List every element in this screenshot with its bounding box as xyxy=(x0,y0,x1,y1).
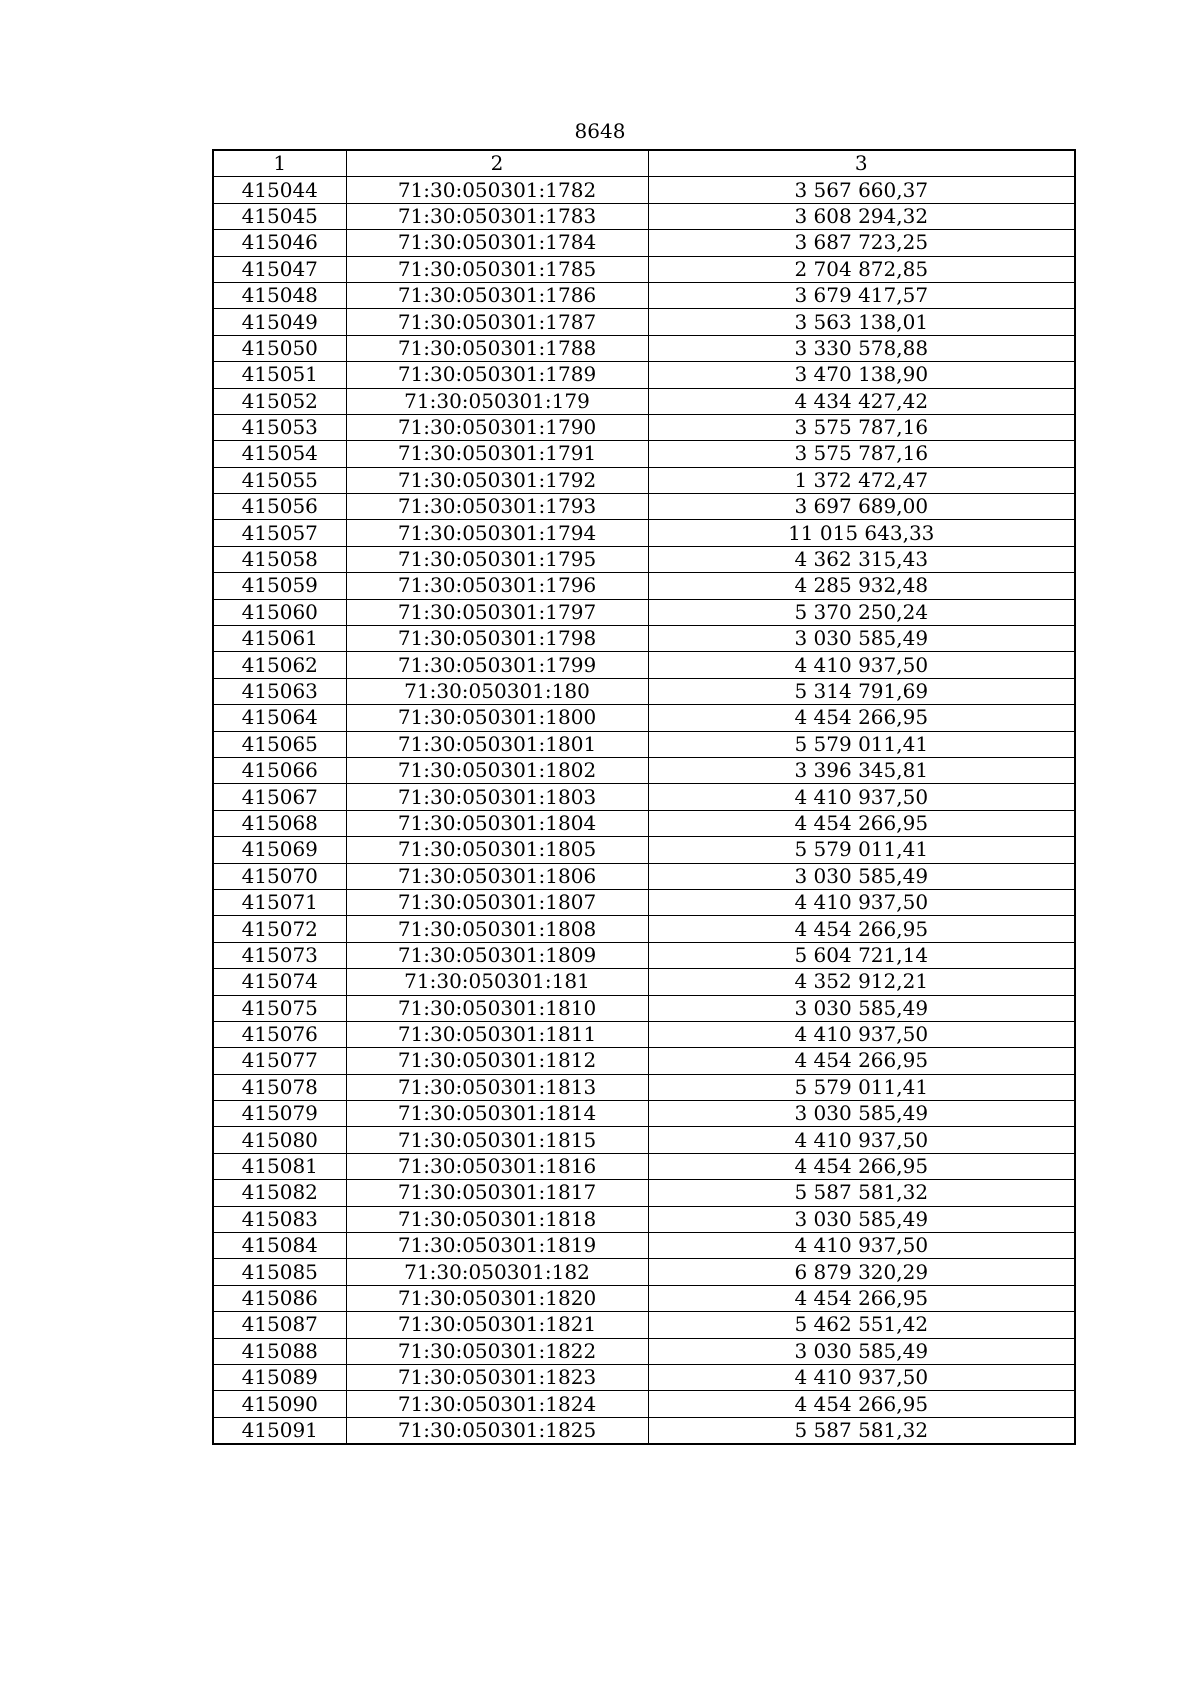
table-row xyxy=(213,1180,1075,1206)
row-number-cell: 415044 xyxy=(213,177,346,203)
table-row xyxy=(213,1048,1075,1074)
row-number-cell: 415079 xyxy=(213,1101,346,1127)
cadastral-number-cell: 71:30:050301:1823 xyxy=(346,1364,648,1390)
cadastral-number-cell: 71:30:050301:1812 xyxy=(346,1048,648,1074)
row-number-cell: 415083 xyxy=(213,1206,346,1232)
value-cell: 4 454 266,95 xyxy=(648,916,1075,942)
cadastral-number-cell: 71:30:050301:182 xyxy=(346,1259,648,1285)
value-cell: 5 579 011,41 xyxy=(648,731,1075,757)
value-cell: 3 567 660,37 xyxy=(648,177,1075,203)
value-cell: 5 462 551,42 xyxy=(648,1312,1075,1338)
value-cell: 5 587 581,32 xyxy=(648,1417,1075,1444)
cadastral-number-cell: 71:30:050301:1825 xyxy=(346,1417,648,1444)
table-row xyxy=(213,969,1075,995)
row-number-cell: 415069 xyxy=(213,837,346,863)
table-header-row xyxy=(213,150,1075,177)
table-row xyxy=(213,546,1075,572)
cadastral-number-cell: 71:30:050301:1798 xyxy=(346,626,648,652)
cadastral-number-cell: 71:30:050301:1804 xyxy=(346,810,648,836)
table-row xyxy=(213,1312,1075,1338)
row-number-cell: 415058 xyxy=(213,546,346,572)
value-cell: 5 370 250,24 xyxy=(648,599,1075,625)
table-row xyxy=(213,1417,1075,1444)
row-number-cell: 415050 xyxy=(213,335,346,361)
table-row xyxy=(213,757,1075,783)
cadastral-number-cell: 71:30:050301:1787 xyxy=(346,309,648,335)
value-cell: 3 575 787,16 xyxy=(648,441,1075,467)
cadastral-number-cell: 71:30:050301:1800 xyxy=(346,705,648,731)
cadastral-number-cell: 71:30:050301:179 xyxy=(346,388,648,414)
value-cell: 3 030 585,49 xyxy=(648,995,1075,1021)
table-row xyxy=(213,652,1075,678)
cadastral-number-cell: 71:30:050301:1808 xyxy=(346,916,648,942)
row-number-cell: 415045 xyxy=(213,203,346,229)
cadastral-number-cell: 71:30:050301:1794 xyxy=(346,520,648,546)
value-cell: 4 410 937,50 xyxy=(648,1364,1075,1390)
row-number-cell: 415051 xyxy=(213,362,346,388)
row-number-cell: 415089 xyxy=(213,1364,346,1390)
cadastral-number-cell: 71:30:050301:1801 xyxy=(346,731,648,757)
row-number-cell: 415080 xyxy=(213,1127,346,1153)
row-number-cell: 415076 xyxy=(213,1021,346,1047)
row-number-cell: 415055 xyxy=(213,467,346,493)
row-number-cell: 415072 xyxy=(213,916,346,942)
value-cell: 5 604 721,14 xyxy=(648,942,1075,968)
table-row xyxy=(213,520,1075,546)
table-row xyxy=(213,995,1075,1021)
row-number-cell: 415085 xyxy=(213,1259,346,1285)
row-number-cell: 415081 xyxy=(213,1153,346,1179)
row-number-cell: 415060 xyxy=(213,599,346,625)
row-number-cell: 415048 xyxy=(213,282,346,308)
row-number-cell: 415082 xyxy=(213,1180,346,1206)
row-number-cell: 415059 xyxy=(213,573,346,599)
column-header-1: 1 xyxy=(213,150,346,177)
row-number-cell: 415063 xyxy=(213,678,346,704)
table-row xyxy=(213,1153,1075,1179)
value-cell: 4 454 266,95 xyxy=(648,705,1075,731)
cadastral-number-cell: 71:30:050301:1821 xyxy=(346,1312,648,1338)
row-number-cell: 415066 xyxy=(213,757,346,783)
value-cell: 4 410 937,50 xyxy=(648,784,1075,810)
table-row xyxy=(213,1206,1075,1232)
cadastral-number-cell: 71:30:050301:1799 xyxy=(346,652,648,678)
cadastral-number-cell: 71:30:050301:1807 xyxy=(346,889,648,915)
table-row xyxy=(213,1391,1075,1417)
value-cell: 4 410 937,50 xyxy=(648,1233,1075,1259)
cadastral-number-cell: 71:30:050301:1811 xyxy=(346,1021,648,1047)
value-cell: 3 030 585,49 xyxy=(648,626,1075,652)
cadastral-number-cell: 71:30:050301:1818 xyxy=(346,1206,648,1232)
row-number-cell: 415057 xyxy=(213,520,346,546)
value-cell: 6 879 320,29 xyxy=(648,1259,1075,1285)
row-number-cell: 415074 xyxy=(213,969,346,995)
value-cell: 4 410 937,50 xyxy=(648,652,1075,678)
cadastral-number-cell: 71:30:050301:1793 xyxy=(346,494,648,520)
table-row xyxy=(213,1127,1075,1153)
value-cell: 3 608 294,32 xyxy=(648,203,1075,229)
cadastral-number-cell: 71:30:050301:1805 xyxy=(346,837,648,863)
value-cell: 5 579 011,41 xyxy=(648,1074,1075,1100)
value-cell: 3 563 138,01 xyxy=(648,309,1075,335)
value-cell: 3 679 417,57 xyxy=(648,282,1075,308)
row-number-cell: 415052 xyxy=(213,388,346,414)
value-cell: 1 372 472,47 xyxy=(648,467,1075,493)
row-number-cell: 415064 xyxy=(213,705,346,731)
table-row xyxy=(213,177,1075,203)
row-number-cell: 415068 xyxy=(213,810,346,836)
value-cell: 4 454 266,95 xyxy=(648,1285,1075,1311)
table-row xyxy=(213,863,1075,889)
column-header-3: 3 xyxy=(648,150,1075,177)
table-row xyxy=(213,573,1075,599)
cadastral-number-cell: 71:30:050301:1788 xyxy=(346,335,648,361)
cadastral-number-cell: 71:30:050301:1819 xyxy=(346,1233,648,1259)
row-number-cell: 415086 xyxy=(213,1285,346,1311)
value-cell: 3 697 689,00 xyxy=(648,494,1075,520)
row-number-cell: 415071 xyxy=(213,889,346,915)
table-row xyxy=(213,256,1075,282)
cadastral-number-cell: 71:30:050301:1786 xyxy=(346,282,648,308)
value-cell: 3 470 138,90 xyxy=(648,362,1075,388)
cadastral-number-cell: 71:30:050301:180 xyxy=(346,678,648,704)
value-cell: 4 362 315,43 xyxy=(648,546,1075,572)
value-cell: 3 687 723,25 xyxy=(648,230,1075,256)
table-row xyxy=(213,309,1075,335)
row-number-cell: 415091 xyxy=(213,1417,346,1444)
cadastral-number-cell: 71:30:050301:1795 xyxy=(346,546,648,572)
value-cell: 4 434 427,42 xyxy=(648,388,1075,414)
data-table xyxy=(212,149,1076,1445)
value-cell: 4 454 266,95 xyxy=(648,1153,1075,1179)
table-row xyxy=(213,784,1075,810)
table-row xyxy=(213,388,1075,414)
row-number-cell: 415056 xyxy=(213,494,346,520)
cadastral-number-cell: 71:30:050301:1822 xyxy=(346,1338,648,1364)
value-cell: 4 454 266,95 xyxy=(648,1391,1075,1417)
table-row xyxy=(213,1021,1075,1047)
table-row xyxy=(213,678,1075,704)
cadastral-number-cell: 71:30:050301:1803 xyxy=(346,784,648,810)
row-number-cell: 415047 xyxy=(213,256,346,282)
value-cell: 4 410 937,50 xyxy=(648,1127,1075,1153)
table-row xyxy=(213,1259,1075,1285)
table-row xyxy=(213,203,1075,229)
cadastral-number-cell: 71:30:050301:1815 xyxy=(346,1127,648,1153)
row-number-cell: 415049 xyxy=(213,309,346,335)
row-number-cell: 415088 xyxy=(213,1338,346,1364)
table-row xyxy=(213,837,1075,863)
table-row xyxy=(213,889,1075,915)
cadastral-number-cell: 71:30:050301:1810 xyxy=(346,995,648,1021)
cadastral-number-cell: 71:30:050301:1784 xyxy=(346,230,648,256)
table-row xyxy=(213,494,1075,520)
cadastral-number-cell: 71:30:050301:1813 xyxy=(346,1074,648,1100)
row-number-cell: 415053 xyxy=(213,414,346,440)
value-cell: 5 587 581,32 xyxy=(648,1180,1075,1206)
column-header-2: 2 xyxy=(346,150,648,177)
row-number-cell: 415062 xyxy=(213,652,346,678)
row-number-cell: 415046 xyxy=(213,230,346,256)
value-cell: 3 030 585,49 xyxy=(648,1206,1075,1232)
table-row xyxy=(213,705,1075,731)
cadastral-number-cell: 71:30:050301:1789 xyxy=(346,362,648,388)
row-number-cell: 415067 xyxy=(213,784,346,810)
row-number-cell: 415087 xyxy=(213,1312,346,1338)
cadastral-number-cell: 71:30:050301:1820 xyxy=(346,1285,648,1311)
value-cell: 3 030 585,49 xyxy=(648,863,1075,889)
value-cell: 3 396 345,81 xyxy=(648,757,1075,783)
value-cell: 4 454 266,95 xyxy=(648,1048,1075,1074)
row-number-cell: 415061 xyxy=(213,626,346,652)
row-number-cell: 415075 xyxy=(213,995,346,1021)
row-number-cell: 415084 xyxy=(213,1233,346,1259)
cadastral-number-cell: 71:30:050301:1792 xyxy=(346,467,648,493)
value-cell: 11 015 643,33 xyxy=(648,520,1075,546)
cadastral-number-cell: 71:30:050301:1817 xyxy=(346,1180,648,1206)
cadastral-number-cell: 71:30:050301:1824 xyxy=(346,1391,648,1417)
table-row xyxy=(213,414,1075,440)
value-cell: 4 410 937,50 xyxy=(648,1021,1075,1047)
table-row xyxy=(213,335,1075,361)
value-cell: 2 704 872,85 xyxy=(648,256,1075,282)
table-row xyxy=(213,362,1075,388)
row-number-cell: 415054 xyxy=(213,441,346,467)
row-number-cell: 415078 xyxy=(213,1074,346,1100)
value-cell: 4 285 932,48 xyxy=(648,573,1075,599)
cadastral-number-cell: 71:30:050301:1782 xyxy=(346,177,648,203)
table-row xyxy=(213,230,1075,256)
table-row xyxy=(213,441,1075,467)
value-cell: 4 352 912,21 xyxy=(648,969,1075,995)
value-cell: 5 314 791,69 xyxy=(648,678,1075,704)
table-row xyxy=(213,1285,1075,1311)
cadastral-number-cell: 71:30:050301:1791 xyxy=(346,441,648,467)
cadastral-number-cell: 71:30:050301:1785 xyxy=(346,256,648,282)
page-number: 8648 xyxy=(574,119,626,143)
table-row xyxy=(213,1364,1075,1390)
table-row xyxy=(213,942,1075,968)
table-row xyxy=(213,599,1075,625)
value-cell: 3 030 585,49 xyxy=(648,1338,1075,1364)
value-cell: 4 410 937,50 xyxy=(648,889,1075,915)
table-row xyxy=(213,467,1075,493)
table-row xyxy=(213,810,1075,836)
table-row xyxy=(213,916,1075,942)
row-number-cell: 415070 xyxy=(213,863,346,889)
table-row xyxy=(213,282,1075,308)
table-row xyxy=(213,1101,1075,1127)
row-number-cell: 415073 xyxy=(213,942,346,968)
table-row xyxy=(213,1074,1075,1100)
value-cell: 3 330 578,88 xyxy=(648,335,1075,361)
table-row xyxy=(213,1233,1075,1259)
value-cell: 3 575 787,16 xyxy=(648,414,1075,440)
cadastral-number-cell: 71:30:050301:1802 xyxy=(346,757,648,783)
cadastral-number-cell: 71:30:050301:1797 xyxy=(346,599,648,625)
cadastral-number-cell: 71:30:050301:1814 xyxy=(346,1101,648,1127)
table-body xyxy=(213,150,1075,1444)
table-row xyxy=(213,626,1075,652)
row-number-cell: 415065 xyxy=(213,731,346,757)
cadastral-number-cell: 71:30:050301:181 xyxy=(346,969,648,995)
cadastral-number-cell: 71:30:050301:1783 xyxy=(346,203,648,229)
cadastral-number-cell: 71:30:050301:1809 xyxy=(346,942,648,968)
value-cell: 3 030 585,49 xyxy=(648,1101,1075,1127)
cadastral-number-cell: 71:30:050301:1806 xyxy=(346,863,648,889)
row-number-cell: 415090 xyxy=(213,1391,346,1417)
value-cell: 5 579 011,41 xyxy=(648,837,1075,863)
table-row xyxy=(213,731,1075,757)
cadastral-number-cell: 71:30:050301:1796 xyxy=(346,573,648,599)
row-number-cell: 415077 xyxy=(213,1048,346,1074)
table-row xyxy=(213,1338,1075,1364)
cadastral-number-cell: 71:30:050301:1790 xyxy=(346,414,648,440)
cadastral-number-cell: 71:30:050301:1816 xyxy=(346,1153,648,1179)
value-cell: 4 454 266,95 xyxy=(648,810,1075,836)
